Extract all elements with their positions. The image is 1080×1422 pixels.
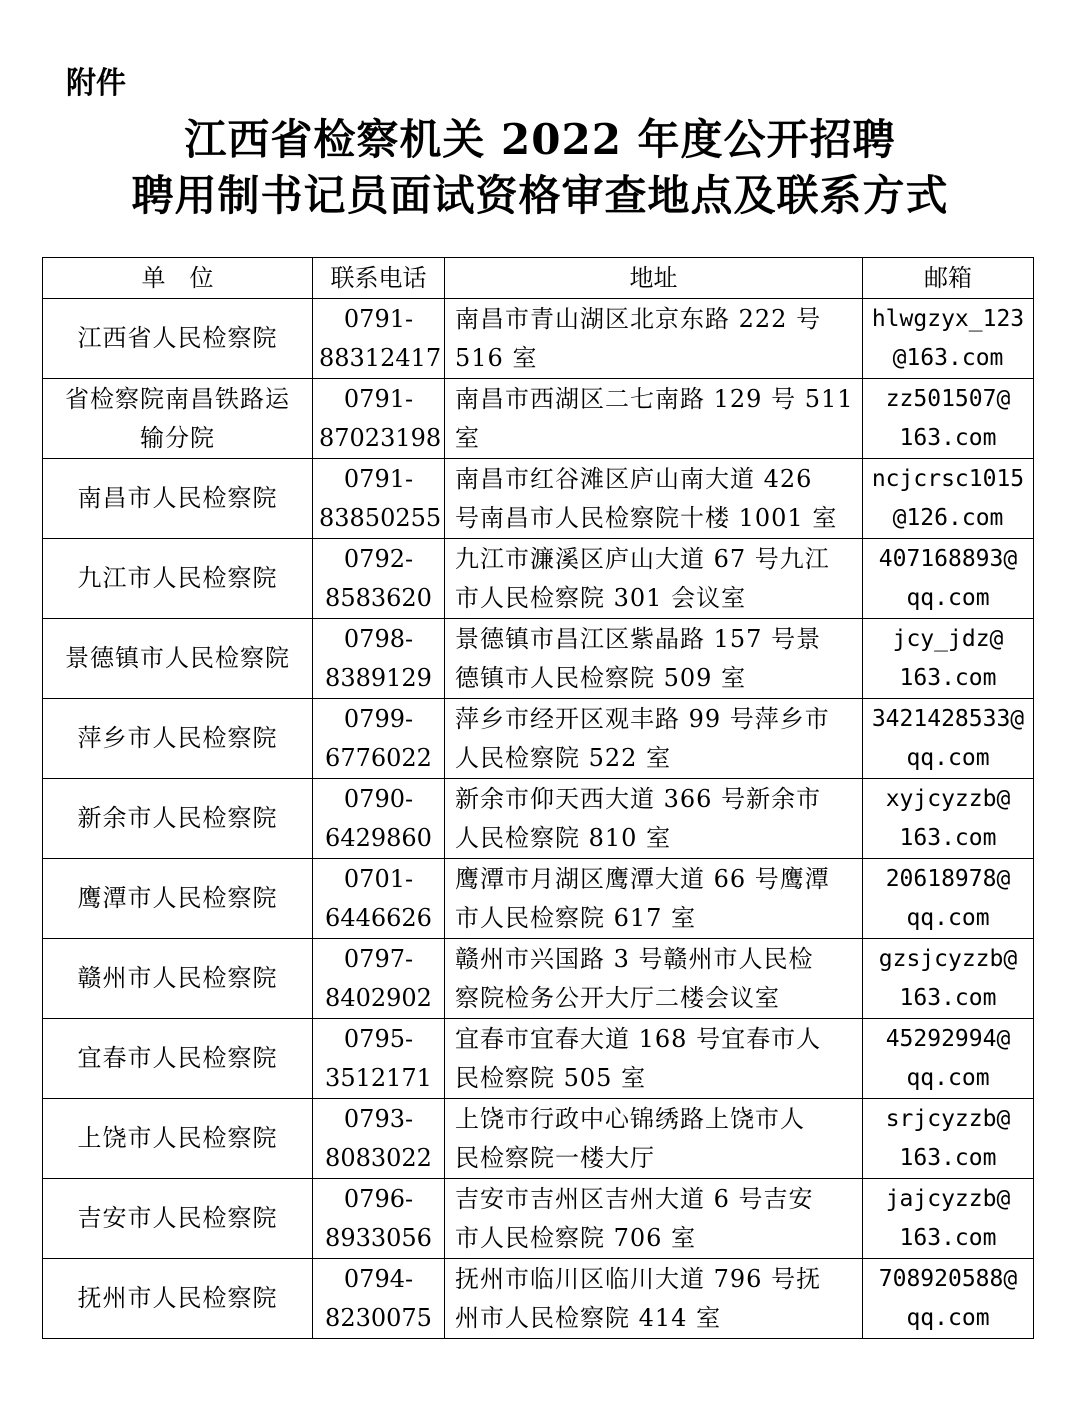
unit-cell xyxy=(43,939,313,1019)
phone-cell-line: 6446626 xyxy=(325,903,432,932)
table-row xyxy=(43,299,1034,379)
table-header-row xyxy=(43,258,1034,299)
email-cell xyxy=(863,1179,1034,1259)
address-cell-line: 抚州市临川区临川大道 796 号抚 xyxy=(455,1264,822,1293)
address-cell-line: 上饶市行政中心锦绣路上饶市人 xyxy=(455,1104,805,1133)
address-cell-line: 516 室 xyxy=(455,343,538,372)
email-cell xyxy=(863,939,1034,1019)
table-row xyxy=(43,1259,1034,1339)
unit-cell-line: 新余市人民检察院 xyxy=(77,804,278,832)
phone-cell-line: 0790- xyxy=(343,784,414,813)
table-row xyxy=(43,379,1034,459)
email-cell xyxy=(863,619,1034,699)
table-row xyxy=(43,1099,1034,1179)
phone-cell-line: 0799- xyxy=(343,704,414,733)
title-line-1: 江西省检察机关 2022 年度公开招聘 xyxy=(184,115,896,164)
email-cell-line: @163.com xyxy=(892,344,1004,371)
email-cell-line: 163.com xyxy=(899,424,997,451)
address-cell-line: 人民检察院 810 室 xyxy=(455,823,672,852)
phone-cell xyxy=(313,699,445,779)
unit-cell xyxy=(43,1019,313,1099)
address-cell-line: 室 xyxy=(455,423,480,452)
address-cell-line: 市人民检察院 706 室 xyxy=(455,1223,697,1252)
phone-cell-line: 8583620 xyxy=(325,583,432,612)
phone-cell xyxy=(313,1099,445,1179)
address-cell-line: 市人民检察院 301 会议室 xyxy=(455,583,747,612)
address-cell xyxy=(445,939,863,1019)
phone-cell-line: 88312417 xyxy=(319,343,442,372)
phone-cell xyxy=(313,619,445,699)
address-cell xyxy=(445,539,863,619)
address-cell xyxy=(445,459,863,539)
unit-cell xyxy=(43,1099,313,1179)
address-cell xyxy=(445,859,863,939)
phone-cell-line: 8389129 xyxy=(325,663,432,692)
table-row xyxy=(43,939,1034,1019)
email-cell-line: qq.com xyxy=(906,1304,990,1331)
email-cell-line: 163.com xyxy=(899,1224,997,1251)
email-cell-line: 163.com xyxy=(899,1144,997,1171)
address-cell-line: 南昌市红谷滩区庐山南大道 426 xyxy=(455,464,813,493)
unit-cell-line: 上饶市人民检察院 xyxy=(77,1124,278,1152)
address-cell-line: 民检察院 505 室 xyxy=(455,1063,647,1092)
phone-cell xyxy=(313,859,445,939)
address-cell-line: 新余市仰天西大道 366 号新余市 xyxy=(455,784,822,813)
phone-cell-line: 0795- xyxy=(343,1024,414,1053)
unit-cell-line: 输分院 xyxy=(140,423,215,452)
header-email: 邮箱 xyxy=(863,258,1034,299)
address-cell xyxy=(445,1099,863,1179)
address-cell-line: 九江市濂溪区庐山大道 67 号九江 xyxy=(455,544,830,573)
address-cell-line: 吉安市吉州区吉州大道 6 号吉安 xyxy=(455,1184,814,1213)
unit-cell xyxy=(43,379,313,459)
phone-cell xyxy=(313,1259,445,1339)
phone-cell-line: 0791- xyxy=(343,304,414,333)
email-cell-line: ncjcrsc1015 xyxy=(871,465,1025,492)
email-cell-line: gzsjcyzzb@ xyxy=(878,945,1018,972)
table-row xyxy=(43,859,1034,939)
address-cell-line: 察院检务公开大厅二楼会议室 xyxy=(455,983,780,1012)
unit-cell-line: 景德镇市人民检察院 xyxy=(65,644,290,672)
unit-cell-line: 鹰潭市人民检察院 xyxy=(77,884,278,912)
email-cell-line: qq.com xyxy=(906,744,990,771)
email-cell-line: 407168893@ xyxy=(878,545,1018,572)
email-cell xyxy=(863,779,1034,859)
email-cell-line: jcy_jdz@ xyxy=(892,625,1004,652)
unit-cell-line: 江西省人民检察院 xyxy=(77,324,278,352)
address-cell-line: 宜春市宜春大道 168 号宜春市人 xyxy=(455,1024,822,1053)
address-cell xyxy=(445,699,863,779)
phone-cell xyxy=(313,939,445,1019)
phone-cell-line: 8402902 xyxy=(325,983,432,1012)
contact-table xyxy=(42,257,1034,1339)
phone-cell-line: 8083022 xyxy=(325,1143,432,1172)
contact-table-container xyxy=(42,257,1034,1339)
email-cell-line: 163.com xyxy=(899,824,997,851)
table-row xyxy=(43,1019,1034,1099)
header-unit: 单 位 xyxy=(43,258,313,299)
address-cell-line: 德镇市人民检察院 509 室 xyxy=(455,663,747,692)
phone-cell xyxy=(313,779,445,859)
document-title xyxy=(0,112,1080,224)
address-cell xyxy=(445,379,863,459)
phone-cell xyxy=(313,459,445,539)
phone-cell xyxy=(313,1019,445,1099)
email-cell-line: jajcyzzb@ xyxy=(885,1185,1011,1212)
email-cell-line: srjcyzzb@ xyxy=(885,1105,1011,1132)
phone-cell-line: 87023198 xyxy=(319,423,442,452)
email-cell xyxy=(863,1259,1034,1339)
unit-cell-line: 南昌市人民检察院 xyxy=(77,484,278,512)
email-cell-line: 163.com xyxy=(899,664,997,691)
email-cell xyxy=(863,1019,1034,1099)
unit-cell-line: 萍乡市人民检察院 xyxy=(77,724,278,752)
phone-cell-line: 0701- xyxy=(343,864,414,893)
address-cell-line: 人民检察院 522 室 xyxy=(455,743,672,772)
unit-cell xyxy=(43,779,313,859)
phone-cell-line: 6776022 xyxy=(325,743,432,772)
header-phone: 联系电话 xyxy=(313,258,445,299)
address-cell-line: 赣州市兴国路 3 号赣州市人民检 xyxy=(455,944,814,973)
email-cell-line: hlwgzyx_123 xyxy=(871,305,1025,332)
email-cell-line: xyjcyzzb@ xyxy=(885,785,1011,812)
email-cell-line: 3421428533@ xyxy=(871,705,1025,732)
unit-cell xyxy=(43,539,313,619)
address-cell xyxy=(445,299,863,379)
phone-cell-line: 6429860 xyxy=(325,823,432,852)
phone-cell xyxy=(313,299,445,379)
email-cell-line: qq.com xyxy=(906,904,990,931)
title-line-2: 聘用制书记员面试资格审查地点及联系方式 xyxy=(131,171,949,220)
address-cell-line: 萍乡市经开区观丰路 99 号萍乡市 xyxy=(455,704,830,733)
phone-cell-line: 0791- xyxy=(343,464,414,493)
address-cell-line: 州市人民检察院 414 室 xyxy=(455,1303,722,1332)
address-cell xyxy=(445,779,863,859)
address-cell-line: 鹰潭市月湖区鹰潭大道 66 号鹰潭 xyxy=(455,864,830,893)
table-body xyxy=(43,299,1034,1339)
unit-cell-line: 吉安市人民检察院 xyxy=(77,1204,278,1232)
email-cell xyxy=(863,299,1034,379)
email-cell-line: qq.com xyxy=(906,584,990,611)
address-cell-line: 民检察院一楼大厅 xyxy=(455,1143,655,1172)
address-cell xyxy=(445,619,863,699)
attachment-label: 附件 xyxy=(66,66,126,101)
phone-cell xyxy=(313,539,445,619)
unit-cell xyxy=(43,299,313,379)
table-row xyxy=(43,1179,1034,1259)
unit-cell xyxy=(43,699,313,779)
unit-cell-line: 宜春市人民检察院 xyxy=(77,1044,278,1072)
address-cell-line: 号南昌市人民检察院十楼 1001 室 xyxy=(455,503,838,532)
unit-cell-line: 九江市人民检察院 xyxy=(77,564,278,592)
unit-cell xyxy=(43,619,313,699)
phone-cell-line: 0798- xyxy=(343,624,414,653)
address-cell xyxy=(445,1019,863,1099)
address-cell-line: 南昌市西湖区二七南路 129 号 511 xyxy=(455,384,854,413)
phone-cell-line: 8933056 xyxy=(325,1223,432,1252)
address-cell-line: 南昌市青山湖区北京东路 222 号 xyxy=(455,304,822,333)
table-row xyxy=(43,539,1034,619)
table-row xyxy=(43,619,1034,699)
phone-cell-line: 0793- xyxy=(343,1104,414,1133)
phone-cell xyxy=(313,379,445,459)
unit-cell-line: 省检察院南昌铁路运 xyxy=(65,384,290,413)
address-cell xyxy=(445,1259,863,1339)
table-row xyxy=(43,459,1034,539)
email-cell xyxy=(863,699,1034,779)
phone-cell-line: 0792- xyxy=(343,544,414,573)
email-cell xyxy=(863,459,1034,539)
phone-cell-line: 3512171 xyxy=(325,1063,432,1092)
phone-cell-line: 0796- xyxy=(343,1184,414,1213)
header-address: 地址 xyxy=(445,258,863,299)
email-cell-line: qq.com xyxy=(906,1064,990,1091)
email-cell-line: 45292994@ xyxy=(885,1025,1011,1052)
unit-cell xyxy=(43,1179,313,1259)
phone-cell xyxy=(313,1179,445,1259)
email-cell-line: zz501507@ xyxy=(885,385,1011,412)
email-cell-line: 708920588@ xyxy=(878,1265,1018,1292)
address-cell-line: 景德镇市昌江区紫晶路 157 号景 xyxy=(455,624,822,653)
address-cell-line: 市人民检察院 617 室 xyxy=(455,903,697,932)
unit-cell xyxy=(43,859,313,939)
phone-cell-line: 8230075 xyxy=(325,1303,432,1332)
email-cell-line: 20618978@ xyxy=(885,865,1011,892)
phone-cell-line: 0794- xyxy=(343,1264,414,1293)
phone-cell-line: 83850255 xyxy=(319,503,442,532)
table-row xyxy=(43,699,1034,779)
email-cell xyxy=(863,1099,1034,1179)
email-cell-line: @126.com xyxy=(892,504,1004,531)
unit-cell-line: 赣州市人民检察院 xyxy=(77,964,278,992)
unit-cell xyxy=(43,459,313,539)
phone-cell-line: 0791- xyxy=(343,384,414,413)
email-cell xyxy=(863,379,1034,459)
phone-cell-line: 0797- xyxy=(343,944,414,973)
unit-cell xyxy=(43,1259,313,1339)
email-cell-line: 163.com xyxy=(899,984,997,1011)
email-cell xyxy=(863,539,1034,619)
table-row xyxy=(43,779,1034,859)
address-cell xyxy=(445,1179,863,1259)
unit-cell-line: 抚州市人民检察院 xyxy=(77,1284,278,1312)
email-cell xyxy=(863,859,1034,939)
